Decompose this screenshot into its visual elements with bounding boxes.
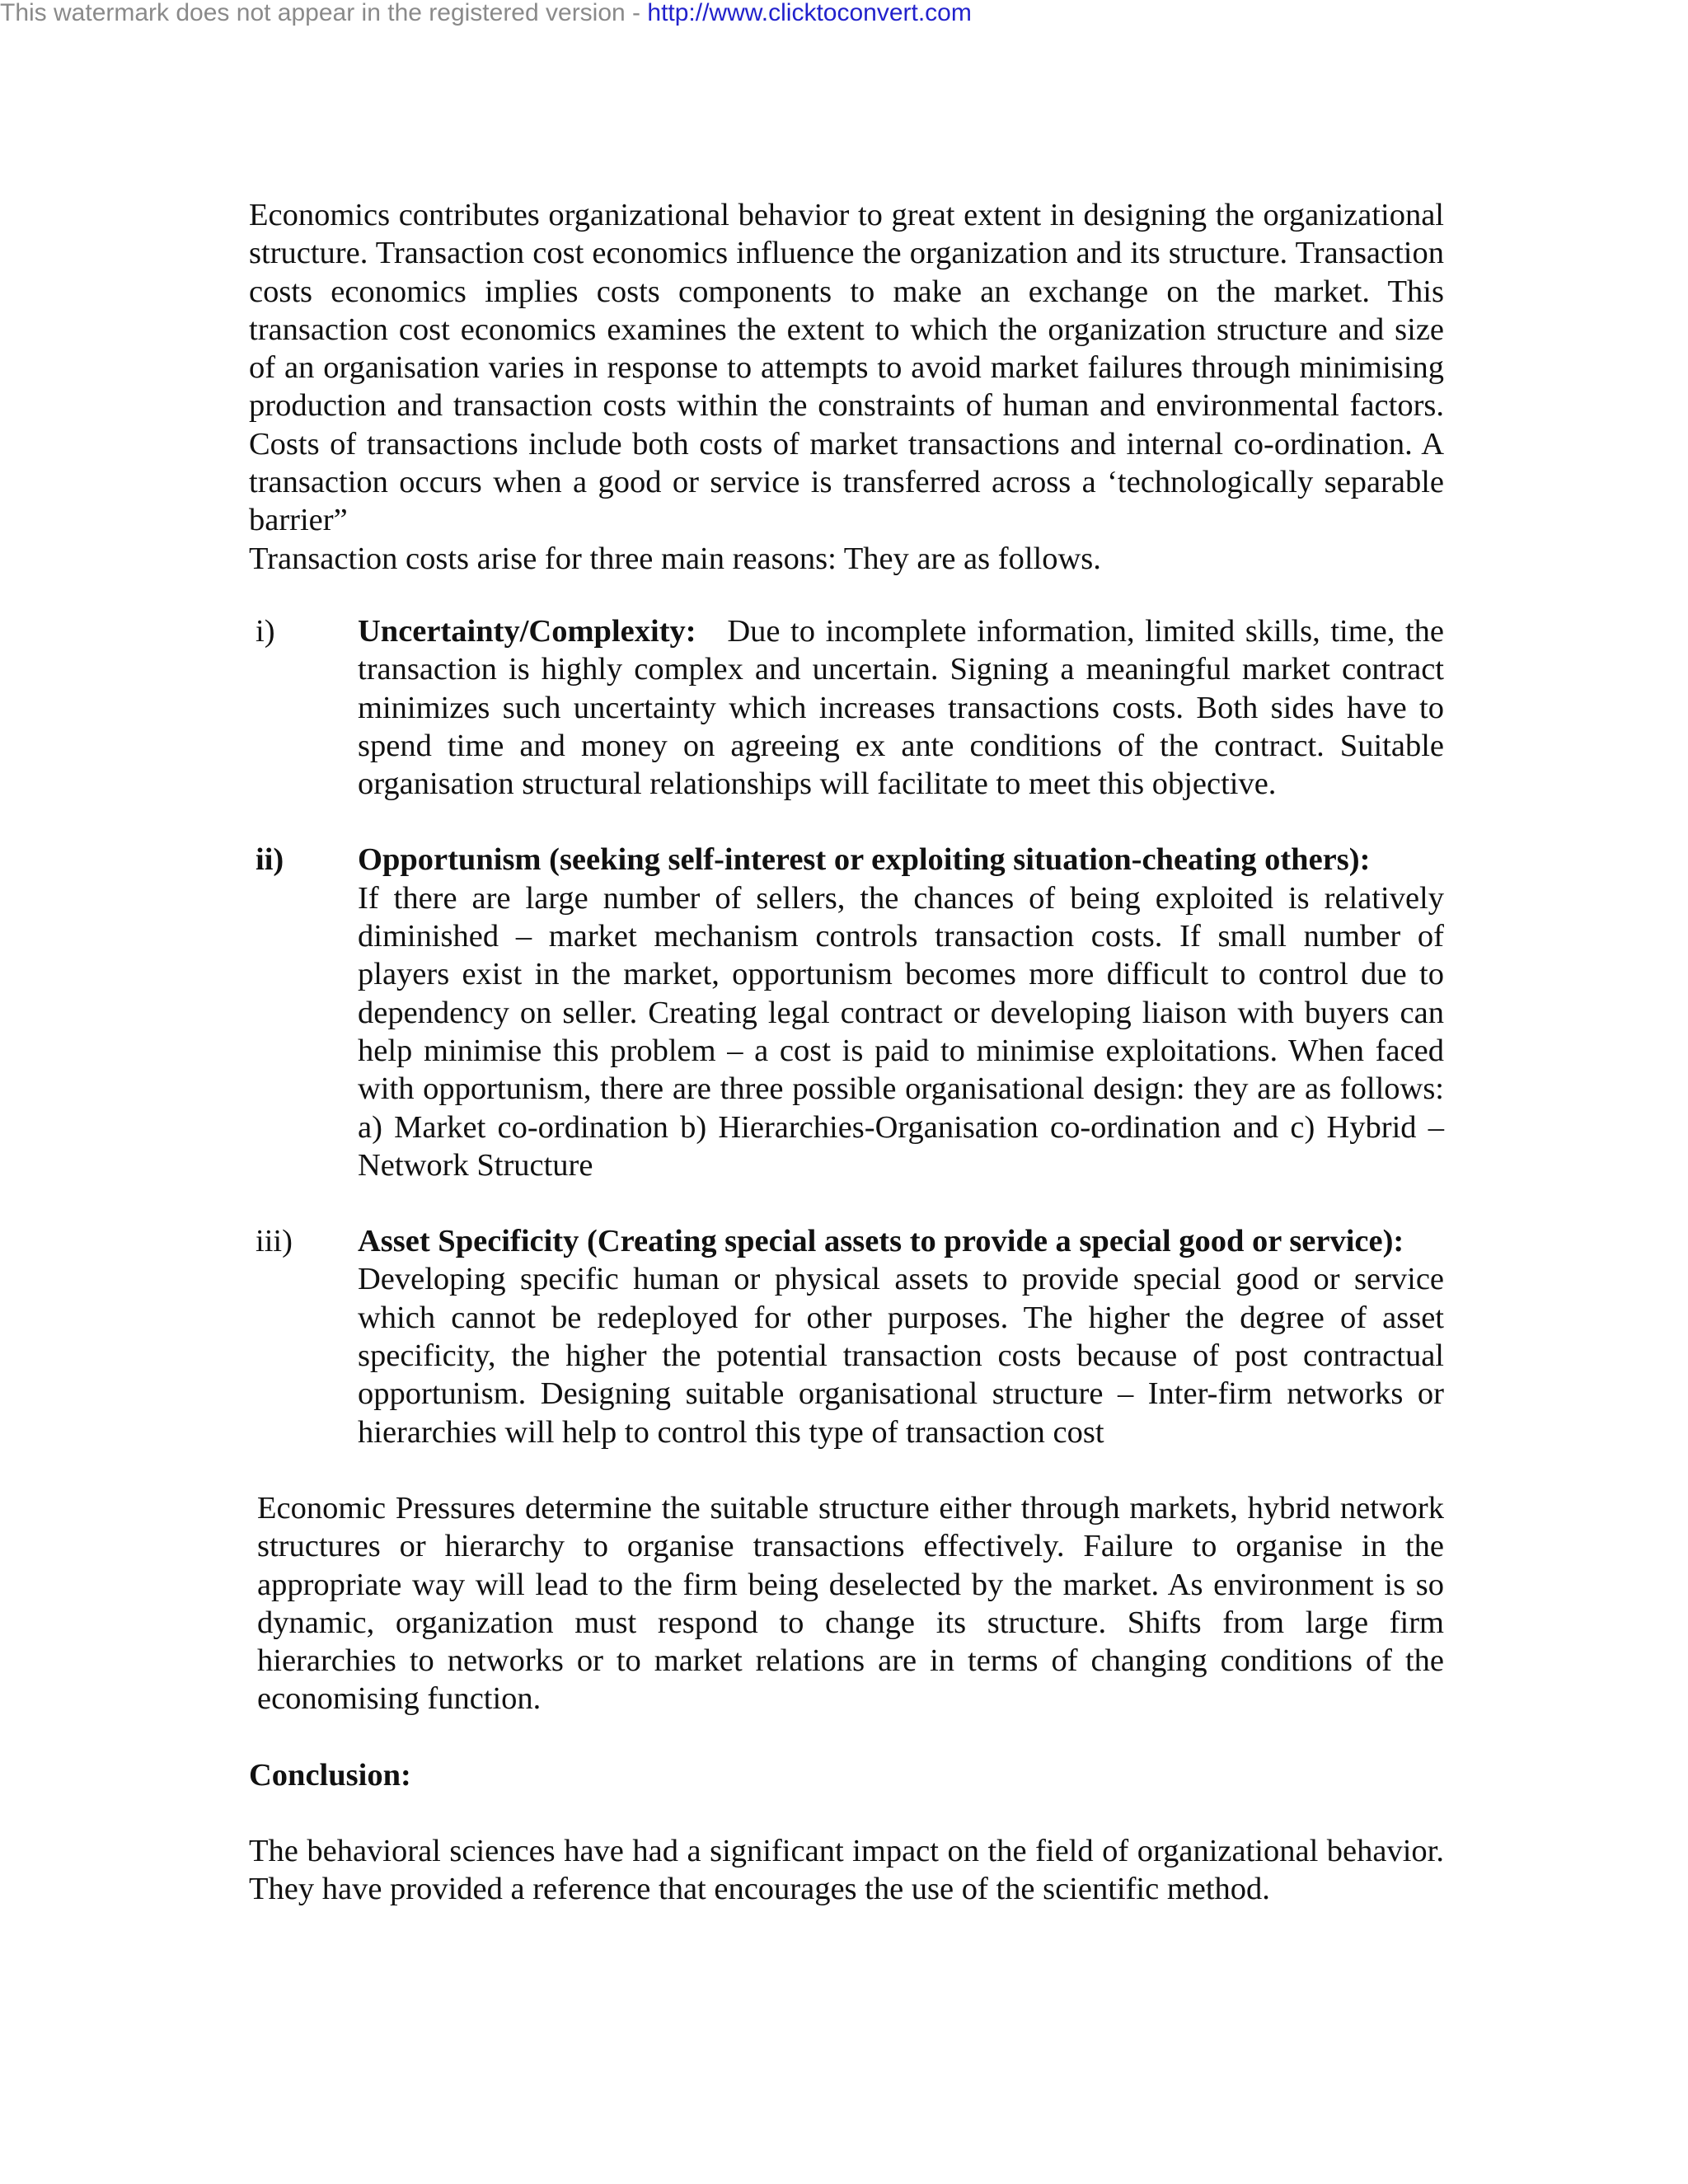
watermark-banner <box>0 0 972 26</box>
list-item-body <box>358 612 1444 803</box>
list-item-heading: Asset Specificity (Creating special assets to provide a special good or service): <box>358 1224 1404 1259</box>
list-item-body <box>358 841 1444 1184</box>
document-page <box>249 196 1444 1909</box>
list-marker: ii) <box>256 842 284 878</box>
conclusion-paragraph: The behavioral sciences have had a significant impact on the field of organizational behavior. They have provided a reference that encourages the use of the scientific method. <box>249 1833 1444 1907</box>
list-marker: iii) <box>256 1224 293 1259</box>
economic-pressures-paragraph: Economic Pressures determine the suitable structure either through markets, hybrid network structures or hierarchy to organise transactions effectively. Failure to organise in the appropriate way will lead to the firm being deselected by the market. As environment is so dynamic, organization must respond to change its structure. Shifts from large firm hierarchies to networks or to market relations are in terms of changing conditions of the economising function. <box>257 1490 1444 1717</box>
intro-paragraph: Economics contributes organizational behavior to great extent in designing the organizational structure. Transaction cost economics influence the organization and its structure. Transaction costs economics implies costs components to make an exchange on the market. This transaction cost economics examines the extent to which the organization structure and size of an organisation varies in response to attempts to avoid market failures through minimising production and transaction costs within the constraints of human and environmental factors. Costs of transactions include both costs of market transactions and internal co-ordination. A transaction occurs when a good or service is transferred across a ‘technologically separable barrier” <box>249 198 1444 538</box>
list-item-heading: Uncertainty/Complexity: <box>358 613 696 649</box>
list-item-heading: Opportunism (seeking self-interest or exploiting situation-cheating others): <box>358 842 1371 878</box>
list-marker: i) <box>256 613 275 649</box>
list-item-uncertainty <box>249 612 1444 803</box>
watermark-link[interactable]: http://www.clicktoconvert.com <box>647 0 972 26</box>
list-item-text: Developing specific human or physical assets to provide special good or service which cannot be redeployed for other purposes. The higher the degree of asset specificity, the higher the potential transaction costs because of post contractual opportunism. Designing suitable organisational structure – Inter-firm networks or hierarchies will help to control this type of transaction cost <box>358 1262 1444 1450</box>
list-item-opportunism <box>249 841 1444 1184</box>
conclusion-heading: Conclusion: <box>249 1757 411 1793</box>
list-item-text: Due to incomplete information, limited skills, time, the transaction is highly complex and uncertain. Signing a meaningful market contract minimizes such uncertainty which increases transactions costs. Both sides have to spend time and money on agreeing ex ante conditions of the contract. Suitable organisation structural relationships will facilitate to meet this objective. <box>358 613 1444 802</box>
list-item-text: If there are large number of sellers, the chances of being exploited is relatively diminished – market mechanism controls transaction costs. If small number of players exist in the market, opportunism becomes more difficult to control due to dependency on seller. Creating legal contract or developing liaison with buyers can help minimise this problem – a cost is paid to minimise exploitations. When faced with opportunism, there are three possible organisational design: they are as follows: a) Market co-ordination b) Hierarchies-Organisation co-ordination and c) Hybrid –Network Structure <box>358 880 1444 1183</box>
list-item-body <box>358 1222 1444 1451</box>
reasons-lead-in: Transaction costs arise for three main reasons: They are as follows. <box>249 541 1101 576</box>
watermark-text: This watermark does not appear in the registered version - <box>0 0 648 26</box>
list-item-asset-specificity <box>249 1222 1444 1451</box>
reasons-list <box>249 612 1444 1451</box>
